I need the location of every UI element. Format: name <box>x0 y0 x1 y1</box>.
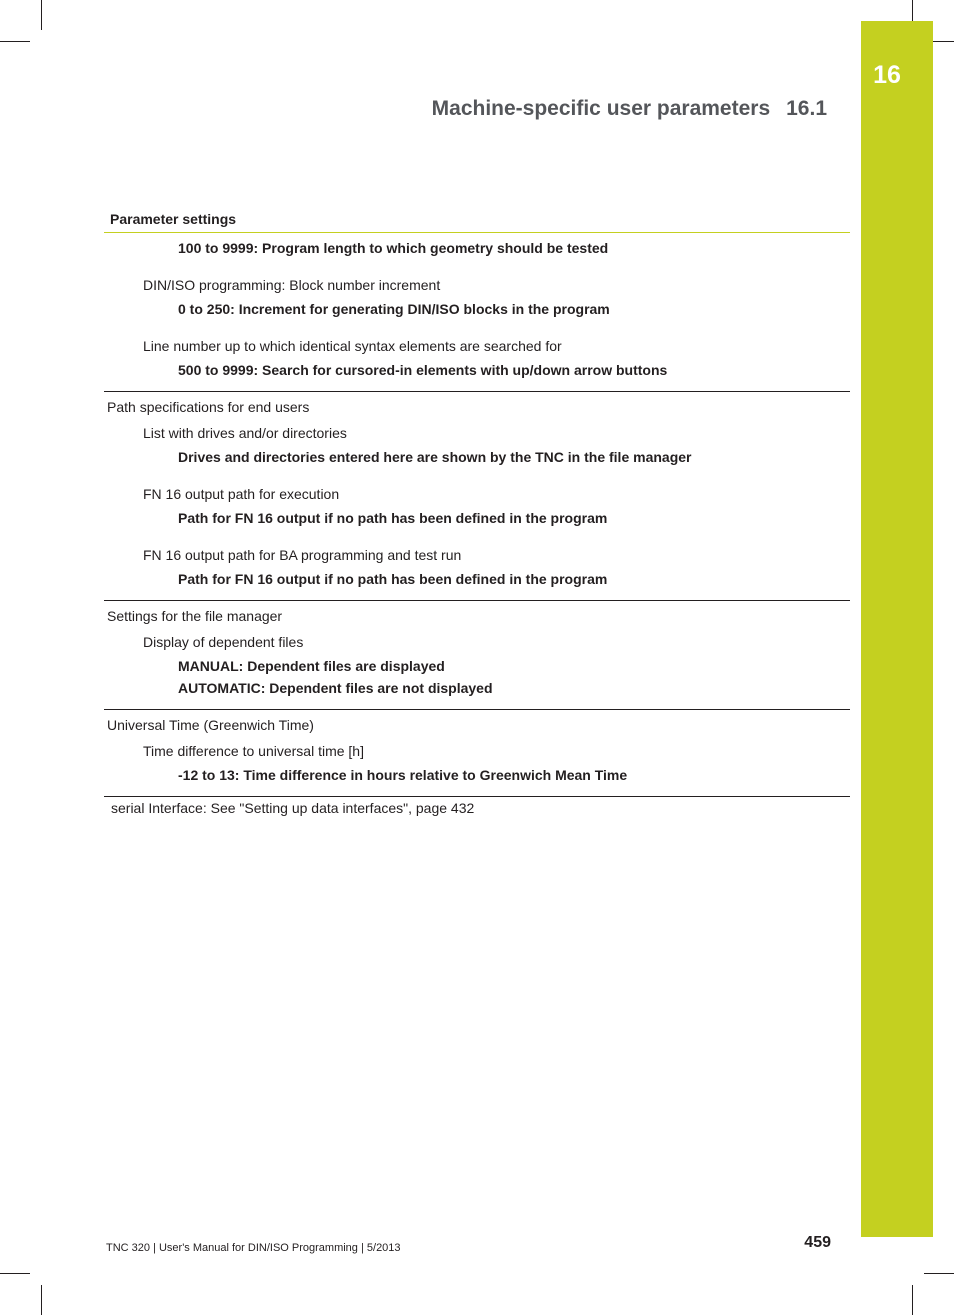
parameter-name: Time difference to universal time [h] <box>143 743 364 759</box>
crop-mark <box>0 41 30 42</box>
crop-mark <box>924 1273 954 1274</box>
running-head-title: Machine-specific user parameters <box>431 97 771 120</box>
parameter-name: List with drives and/or directories <box>143 425 347 441</box>
parameter-value: 500 to 9999: Search for cursored-in elements with up/down arrow buttons <box>178 362 668 378</box>
parameter-name: FN 16 output path for BA programming and test run <box>143 547 462 563</box>
running-head-section: 16.1 <box>786 97 827 120</box>
footer-text: TNC 320 | User's Manual for DIN/ISO Programming | 5/2013 <box>106 1242 401 1254</box>
parameter-value: MANUAL: Dependent files are displayed <box>178 658 445 674</box>
table-group <box>104 710 850 797</box>
table-last-row: serial Interface: See "Setting up data interfaces", page 432 <box>111 800 475 816</box>
parameter-table <box>104 210 850 819</box>
running-head <box>432 97 827 121</box>
table-category: Settings for the file manager <box>107 608 283 624</box>
crop-mark <box>0 1273 30 1274</box>
parameter-name: Line number up to which identical syntax elements are searched for <box>143 338 562 354</box>
table-body <box>104 233 850 797</box>
parameter-name: Display of dependent files <box>143 634 304 650</box>
chapter-tab <box>861 21 933 1237</box>
table-group <box>104 233 850 392</box>
parameter-value: 0 to 250: Increment for generating DIN/ISO blocks in the program <box>178 301 610 317</box>
table-category: Universal Time (Greenwich Time) <box>107 717 314 733</box>
parameter-name: FN 16 output path for execution <box>143 486 340 502</box>
parameter-value: Drives and directories entered here are shown by the TNC in the file manager <box>178 449 692 465</box>
crop-mark <box>912 1285 913 1315</box>
parameter-value: AUTOMATIC: Dependent files are not displayed <box>178 680 493 696</box>
parameter-value: Path for FN 16 output if no path has been defined in the program <box>178 510 608 526</box>
parameter-value: 100 to 9999: Program length to which geometry should be tested <box>178 240 609 256</box>
table-group <box>104 601 850 710</box>
table-header: Parameter settings <box>104 210 850 233</box>
crop-mark <box>41 0 42 30</box>
parameter-value: -12 to 13: Time difference in hours relative to Greenwich Mean Time <box>178 767 628 783</box>
parameter-value: Path for FN 16 output if no path has been defined in the program <box>178 571 608 587</box>
table-category: Path specifications for end users <box>107 399 310 415</box>
page-number: 459 <box>804 1234 831 1251</box>
crop-mark <box>41 1285 42 1315</box>
table-group <box>104 392 850 601</box>
parameter-name: DIN/ISO programming: Block number increment <box>143 277 441 293</box>
chapter-number: 16 <box>873 61 901 89</box>
